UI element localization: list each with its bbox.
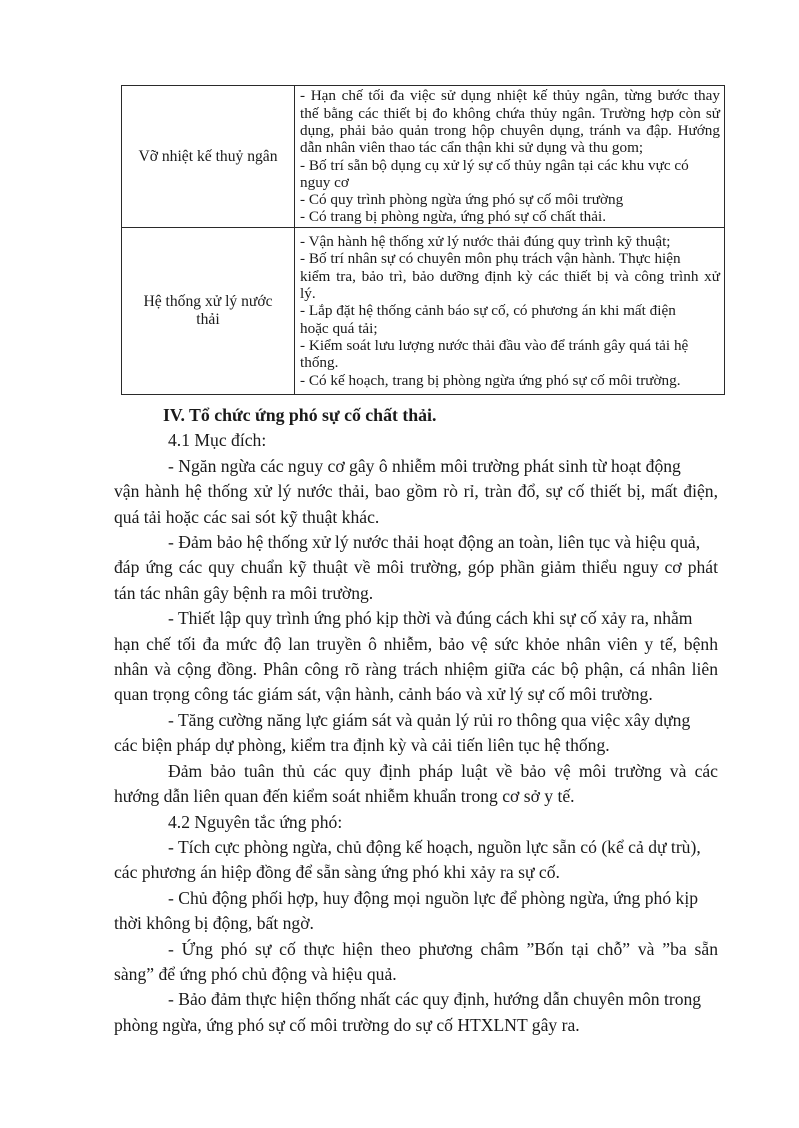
table-line: nguy cơ [300,173,349,191]
table-row-content [295,228,725,395]
paragraph-line: quá tải hoặc các sai sót kỹ thuật khác. [114,506,380,527]
table-line: dẫn nhân viên thao tác cẩn thận khi sử dụng và thu gom; [300,139,644,157]
table-line: hoặc quá tải; [300,319,378,337]
paragraph-line: phòng ngừa, ứng phó sự cố môi trường do sự cố HTXLNT gây ra. [114,1014,580,1035]
paragraph-line: các phương án hiệp đồng để sẵn sàng ứng phó khi xảy ra sự cố. [114,862,560,883]
paragraph [114,606,718,708]
table-line: - Vận hành hệ thống xử lý nước thải đúng quy trình kỹ thuật; [300,233,671,251]
paragraph-line: tán tác nhân gây bệnh ra môi trường. [114,582,374,603]
section-heading: IV. Tổ chức ứng phó sự cố chất thải. [163,405,437,425]
paragraph-line: hạn chế tối đa mức độ lan truyền ô nhiễm, bảo vệ sức khỏe nhân viên y tế, bệnh [114,633,718,654]
table-line: - Lắp đặt hệ thống cảnh báo sự cố, có phương án khi mất điện [300,302,676,320]
paragraph [114,759,718,810]
paragraph-line: vận hành hệ thống xử lý nước thải, bao gồm rò rỉ, tràn đổ, sự cố thiết bị, mất điện, [114,481,718,502]
paragraph [114,886,718,937]
subsection-title: 4.2 Nguyên tắc ứng phó: [168,811,343,832]
table-row-label-line: thải [196,311,220,328]
table-line: thống. [300,354,339,372]
paragraph-line: hướng dẫn liên quan đến kiểm soát nhiễm khuẩn trong cơ sở y tế. [114,786,575,807]
paragraph-line: - Tăng cường năng lực giám sát và quản lý rủi ro thông qua việc xây dựng [168,709,691,730]
paragraph [114,937,718,988]
paragraph-line: sàng” để ứng phó chủ động và hiệu quả. [114,963,397,984]
table-row-label: Vỡ nhiệt kế thuỷ ngân [122,86,295,228]
table-line: - Có kế hoạch, trang bị phòng ngừa ứng phó sự cố môi trường. [300,371,681,389]
paragraph [114,530,718,606]
paragraph-line: Đảm bảo tuân thủ các quy định pháp luật về bảo vệ môi trường và các [168,760,718,781]
table-line: - Bố trí nhân sự có chuyên môn phụ trách vận hành. Thực hiện [300,250,681,268]
table-line: - Hạn chế tối đa việc sử dụng nhiệt kế thủy ngân, từng bước thay [300,87,720,105]
paragraph-line: các biện pháp dự phòng, kiểm tra định kỳ và cải tiến liên tục hệ thống. [114,735,610,756]
paragraph-line: - Bảo đảm thực hiện thống nhất các quy định, hướng dẫn chuyên môn trong [168,989,702,1010]
table-row [122,86,725,228]
paragraph-line: - Chủ động phối hợp, huy động mọi nguồn lực để phòng ngừa, ứng phó kịp [168,887,699,908]
table-line: thế bằng các thiết bị đo không chứa thủy ngân. Trường hợp còn sử [300,104,720,122]
table-line: - Bố trí sẵn bộ dụng cụ xử lý sự cố thủy ngân tại các khu vực có [300,156,689,174]
paragraph-line: - Tích cực phòng ngừa, chủ động kế hoạch, nguồn lực sẵn có (kể cả dự trù), [168,836,701,857]
table-row-content [295,86,725,228]
paragraph [114,454,718,530]
table-row [122,228,725,395]
paragraph-line: - Đảm bảo hệ thống xử lý nước thải hoạt động an toàn, liên tục và hiệu quả, [168,532,701,553]
table-line: - Có quy trình phòng ngừa ứng phó sự cố môi trường [300,191,624,209]
paragraph-line: nhân và cộng đồng. Phân công rõ ràng trách nhiệm giữa các bộ phận, cá nhân liên [114,659,718,680]
table-row-label [122,228,295,395]
paragraph-line: - Thiết lập quy trình ứng phó kịp thời và đúng cách khi sự cố xảy ra, nhằm [168,608,693,629]
paragraph [114,987,718,1038]
section-body [114,403,718,1038]
paragraph-line: thời không bị động, bất ngờ. [114,913,314,934]
paragraph-line: - Ứng phó sự cố thực hiện theo phương châm ”Bốn tại chỗ” và ”ba sẵn [168,938,718,959]
subsection-title: 4.1 Mục đích: [168,430,267,451]
paragraph-line: đáp ứng các quy chuẩn kỹ thuật về môi trường, góp phần giảm thiểu nguy cơ phát [114,557,718,578]
paragraph [114,835,718,886]
table-line: - Kiểm soát lưu lượng nước thải đầu vào để tránh gây quá tải hệ [300,336,689,354]
table-line: dụng, phải bảo quản trong hộp chuyên dụng, tránh va đập. Hướng [300,121,720,139]
paragraph-line: - Ngăn ngừa các nguy cơ gây ô nhiễm môi trường phát sinh từ hoạt động [168,455,681,476]
table-line: kiểm tra, bảo trì, bảo dưỡng định kỳ các thiết bị và công trình xử [300,267,720,285]
table-row-label-line: Hệ thống xử lý nước [143,293,273,310]
measures-table [121,85,725,395]
paragraph [114,708,718,759]
table-line: lý. [300,285,316,303]
table-line: - Có trang bị phòng ngừa, ứng phó sự cố chất thải. [300,208,607,226]
paragraph-line: quan trọng công tác giám sát, vận hành, cảnh báo và xử lý sự cố môi trường. [114,684,653,705]
